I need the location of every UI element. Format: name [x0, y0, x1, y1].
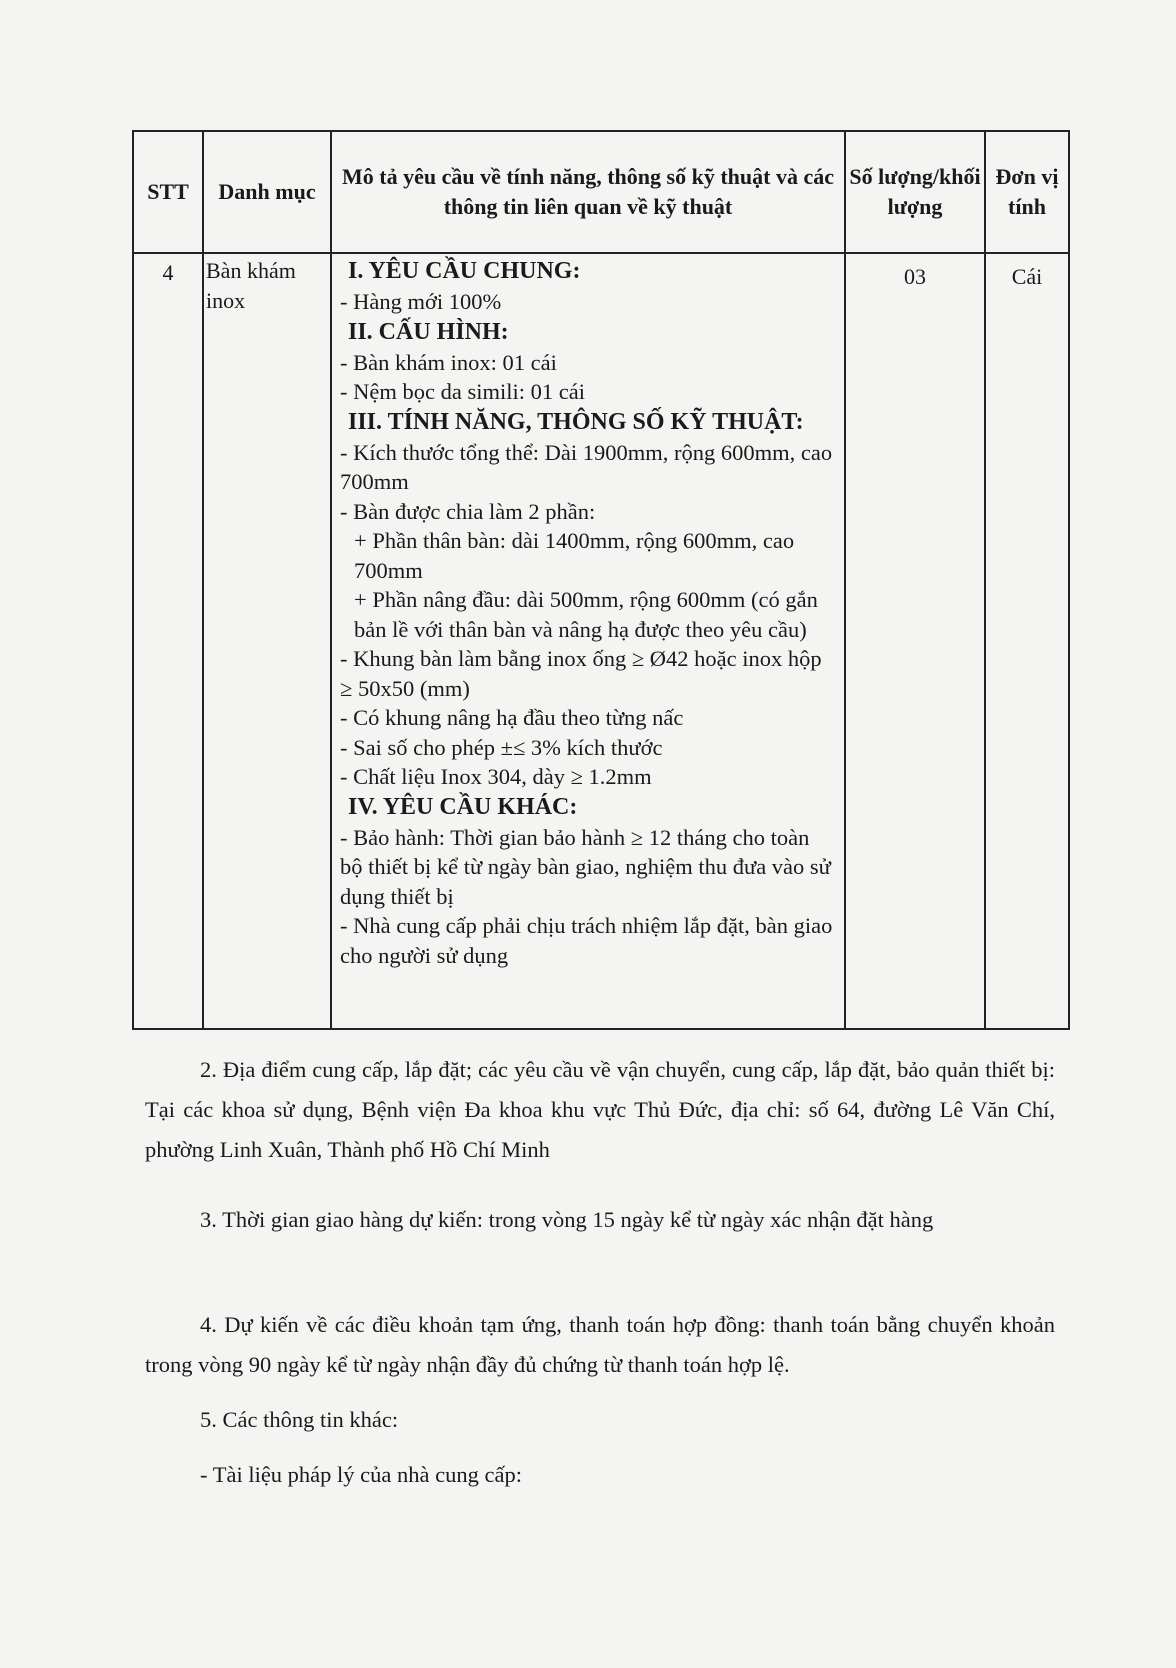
spec-line: - Nhà cung cấp phải chịu trách nhiệm lắp đặt, bàn giao cho người sử dụng: [340, 913, 833, 968]
spec-table: [132, 130, 1070, 1030]
spec-line: - Sai số cho phép ±≤ 3% kích thước: [340, 734, 663, 760]
spec-line: - Nệm bọc da simili: 01 cái: [340, 379, 585, 404]
header-description: Mô tả yêu cầu về tính năng, thông số kỹ thuật và các thông tin liên quan về kỹ thuật: [331, 131, 845, 253]
paragraph-delivery-location: 2. Địa điểm cung cấp, lắp đặt; các yêu cầu về vận chuyển, cung cấp, lắp đặt, bảo quản thiết bị: Tại các khoa sử dụng, Bệnh viện Đa khoa khu vực Thủ Đức, địa chỉ: số 64, đường Lê Văn Chí, phường Linh Xuân, Thành phố Hồ Chí Minh: [145, 1057, 1055, 1162]
header-unit: Đơn vị tính: [985, 131, 1069, 253]
section-title: I. YÊU CẦU CHUNG:: [348, 258, 581, 284]
section-title: II. CẤU HÌNH:: [348, 318, 509, 345]
spec-line: - Có khung nâng hạ đầu theo từng nấc: [340, 705, 684, 730]
table-header-row: [133, 131, 1069, 253]
header-quantity: Số lượng/khối lượng: [845, 131, 985, 253]
paragraph-legal-documents: - Tài liệu pháp lý của nhà cung cấp:: [200, 1462, 522, 1487]
spec-line: + Phần thân bàn: dài 1400mm, rộng 600mm, cao 700mm: [354, 528, 795, 583]
section-title: III. TÍNH NĂNG, THÔNG SỐ KỸ THUẬT:: [348, 408, 804, 435]
header-stt: STT: [133, 131, 203, 253]
table-row: [133, 253, 1069, 1029]
cell-unit: Cái: [985, 253, 1069, 1029]
cell-category: Bàn khám inox: [203, 253, 331, 1029]
spec-line: - Khung bàn làm bằng inox ống ≥ Ø42 hoặc inox hộp ≥ 50x50 (mm): [340, 646, 822, 701]
spec-line: - Kích thước tổng thể: Dài 1900mm, rộng 600mm, cao 700mm: [340, 439, 833, 494]
header-category: Danh mục: [203, 131, 331, 253]
paragraph-other-info: 5. Các thông tin khác:: [200, 1407, 399, 1432]
cell-quantity: 03: [845, 253, 985, 1029]
spec-line: - Hàng mới 100%: [340, 289, 502, 314]
spec-line: - Chất liệu Inox 304, dày ≥ 1.2mm: [340, 764, 652, 789]
section-title: IV. YÊU CẦU KHÁC:: [348, 793, 578, 820]
cell-stt: 4: [133, 253, 203, 1029]
paragraph-delivery-time: 3. Thời gian giao hàng dự kiến: trong vòng 15 ngày kể từ ngày xác nhận đặt hàng: [200, 1207, 934, 1232]
cell-description: [331, 253, 845, 1029]
spec-line: - Bàn được chia làm 2 phần:: [340, 498, 596, 524]
spec-line: - Bảo hành: Thời gian bảo hành ≥ 12 tháng cho toàn bộ thiết bị kể từ ngày bàn giao, nghiệm thu đưa vào sử dụng thiết bị: [340, 824, 831, 909]
spec-line: + Phần nâng đầu: dài 500mm, rộng 600mm (có gắn bản lề với thân bàn và nâng hạ được theo yêu cầu): [354, 587, 818, 642]
paragraph-payment-terms: 4. Dự kiến về các điều khoản tạm ứng, thanh toán hợp đồng: thanh toán bằng chuyển khoản trong vòng 90 ngày kể từ ngày nhận đầy đủ chứng từ thanh toán hợp lệ.: [145, 1312, 1055, 1377]
spec-line: - Bàn khám inox: 01 cái: [340, 349, 557, 375]
